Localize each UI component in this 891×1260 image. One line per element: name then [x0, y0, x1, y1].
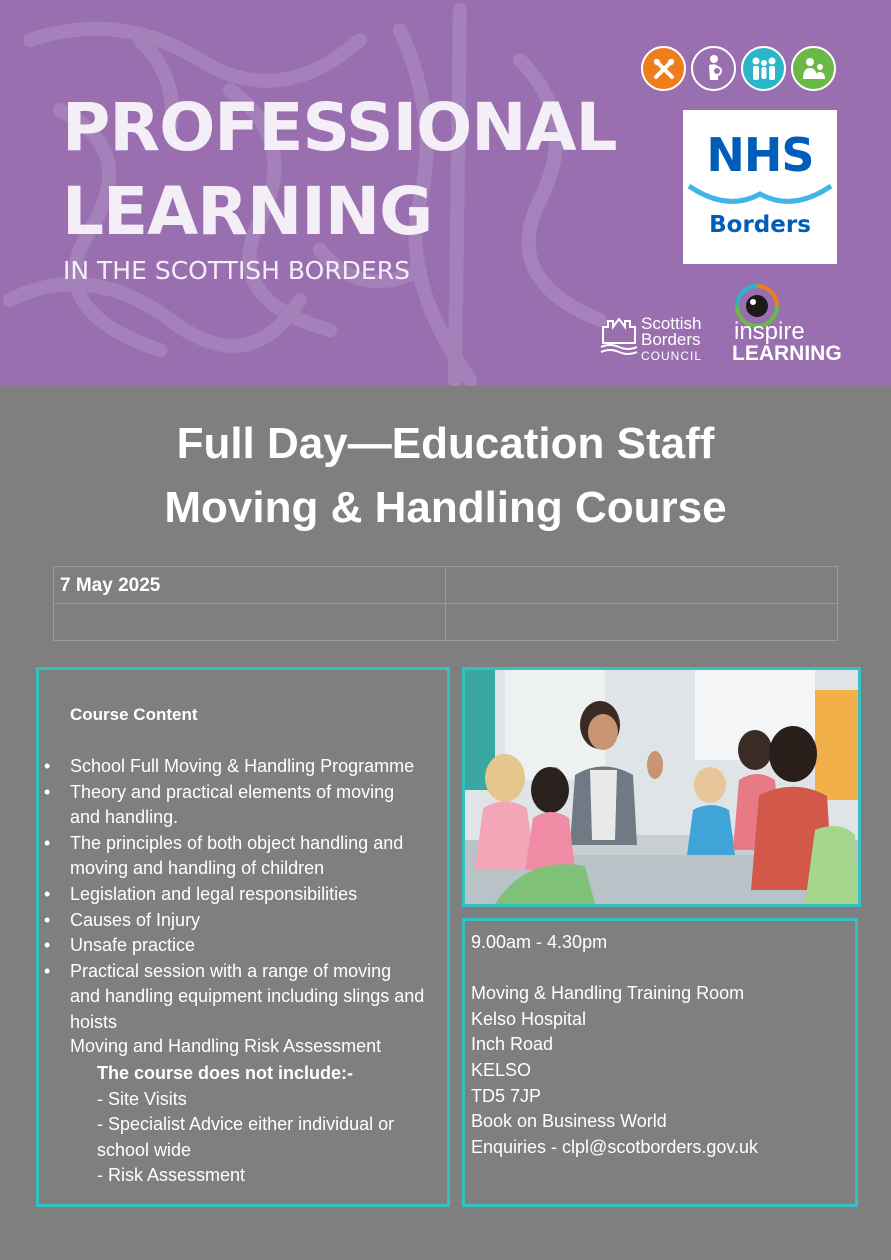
- parent-child-icon: [791, 46, 836, 91]
- service-icons: [641, 46, 836, 91]
- sbc-line3: COUNCIL: [641, 349, 703, 363]
- list-item: • Legislation and legal responsibilities: [70, 882, 450, 908]
- date-cell-empty: [446, 567, 838, 604]
- sbc-line2: Borders: [641, 330, 701, 349]
- venue-street: Inch Road: [471, 1034, 554, 1055]
- course-dates-table: [53, 566, 838, 641]
- course-content-box: [36, 667, 450, 1207]
- spacer: [471, 956, 758, 982]
- mother-baby-icon: [691, 46, 736, 91]
- list-item: • School Full Moving & Handling Programme: [70, 754, 450, 780]
- inspire-logo-learning: LEARNING: [732, 342, 842, 365]
- tools-icon: [641, 46, 686, 91]
- venue-town: KELSO: [471, 1059, 532, 1080]
- exclusion-item: - Site Visits: [97, 1088, 187, 1109]
- scottish-borders-council-logo: [599, 313, 711, 365]
- course-time: 9.00am - 4.30pm: [471, 932, 608, 952]
- sbc-logo-text: [641, 316, 702, 364]
- teacher-children-image: [465, 670, 858, 904]
- nhs-borders-logo: [683, 110, 837, 264]
- banner-title: [62, 86, 617, 254]
- header-banner: [0, 0, 891, 386]
- nhs-wave-icon: [687, 182, 833, 210]
- course-date: 7 May 2025: [60, 575, 161, 596]
- risk-assessment-line: Moving and Handling Risk Assessment: [70, 1036, 382, 1056]
- course-content-list: [70, 754, 450, 1036]
- list-item: • The principles of both object handling and moving and handling of children: [70, 831, 440, 882]
- course-info-box: [462, 918, 858, 1207]
- family-icon: [741, 46, 786, 91]
- course-content-heading: Course Content: [70, 705, 198, 724]
- list-item: • Unsafe practice: [70, 933, 450, 959]
- list-item: • Causes of Injury: [70, 908, 450, 934]
- exclusion-item: - Specialist Advice either individual or school wide: [97, 1114, 395, 1160]
- sbc-line1: Scottish: [641, 314, 702, 333]
- exclusions-block: [97, 1061, 437, 1189]
- enquiries-email: Enquiries - clpl@scotborders.gov.uk: [471, 1136, 759, 1157]
- castle-crest-icon: [599, 313, 639, 359]
- booking-info: Book on Business World: [471, 1111, 667, 1132]
- banner-title-line1: PROFESSIONAL: [62, 89, 617, 166]
- course-title: [0, 412, 891, 540]
- exclusions-heading: The course does not include:-: [97, 1063, 354, 1083]
- venue-postcode: TD5 7JP: [471, 1085, 542, 1106]
- course-title-line1: Full Day—Education Staff: [176, 419, 715, 468]
- date-cell: [54, 567, 446, 604]
- exclusion-item: - Risk Assessment: [97, 1165, 246, 1186]
- inspire-logo-word: inspire: [734, 318, 805, 345]
- nhs-logo-area: Borders: [709, 212, 811, 238]
- banner-subtitle: IN THE SCOTTISH BORDERS: [63, 256, 410, 285]
- nhs-logo-word: NHS: [706, 128, 814, 182]
- banner-title-line2: LEARNING: [62, 173, 433, 250]
- classroom-photo: [462, 667, 861, 907]
- list-item: • Practical session with a range of moving and handling equipment including slings and hoists: [70, 959, 425, 1036]
- venue-building: Kelso Hospital: [471, 1008, 587, 1029]
- inspire-learning-logo: [730, 284, 845, 366]
- date-cell-empty: [446, 604, 838, 641]
- course-title-line2: Moving & Handling Course: [164, 483, 727, 532]
- course-info-lines: [471, 930, 758, 1160]
- date-cell-empty: [54, 604, 446, 641]
- venue-room: Moving & Handling Training Room: [471, 983, 745, 1004]
- list-item: • Theory and practical elements of moving and handling.: [70, 780, 425, 831]
